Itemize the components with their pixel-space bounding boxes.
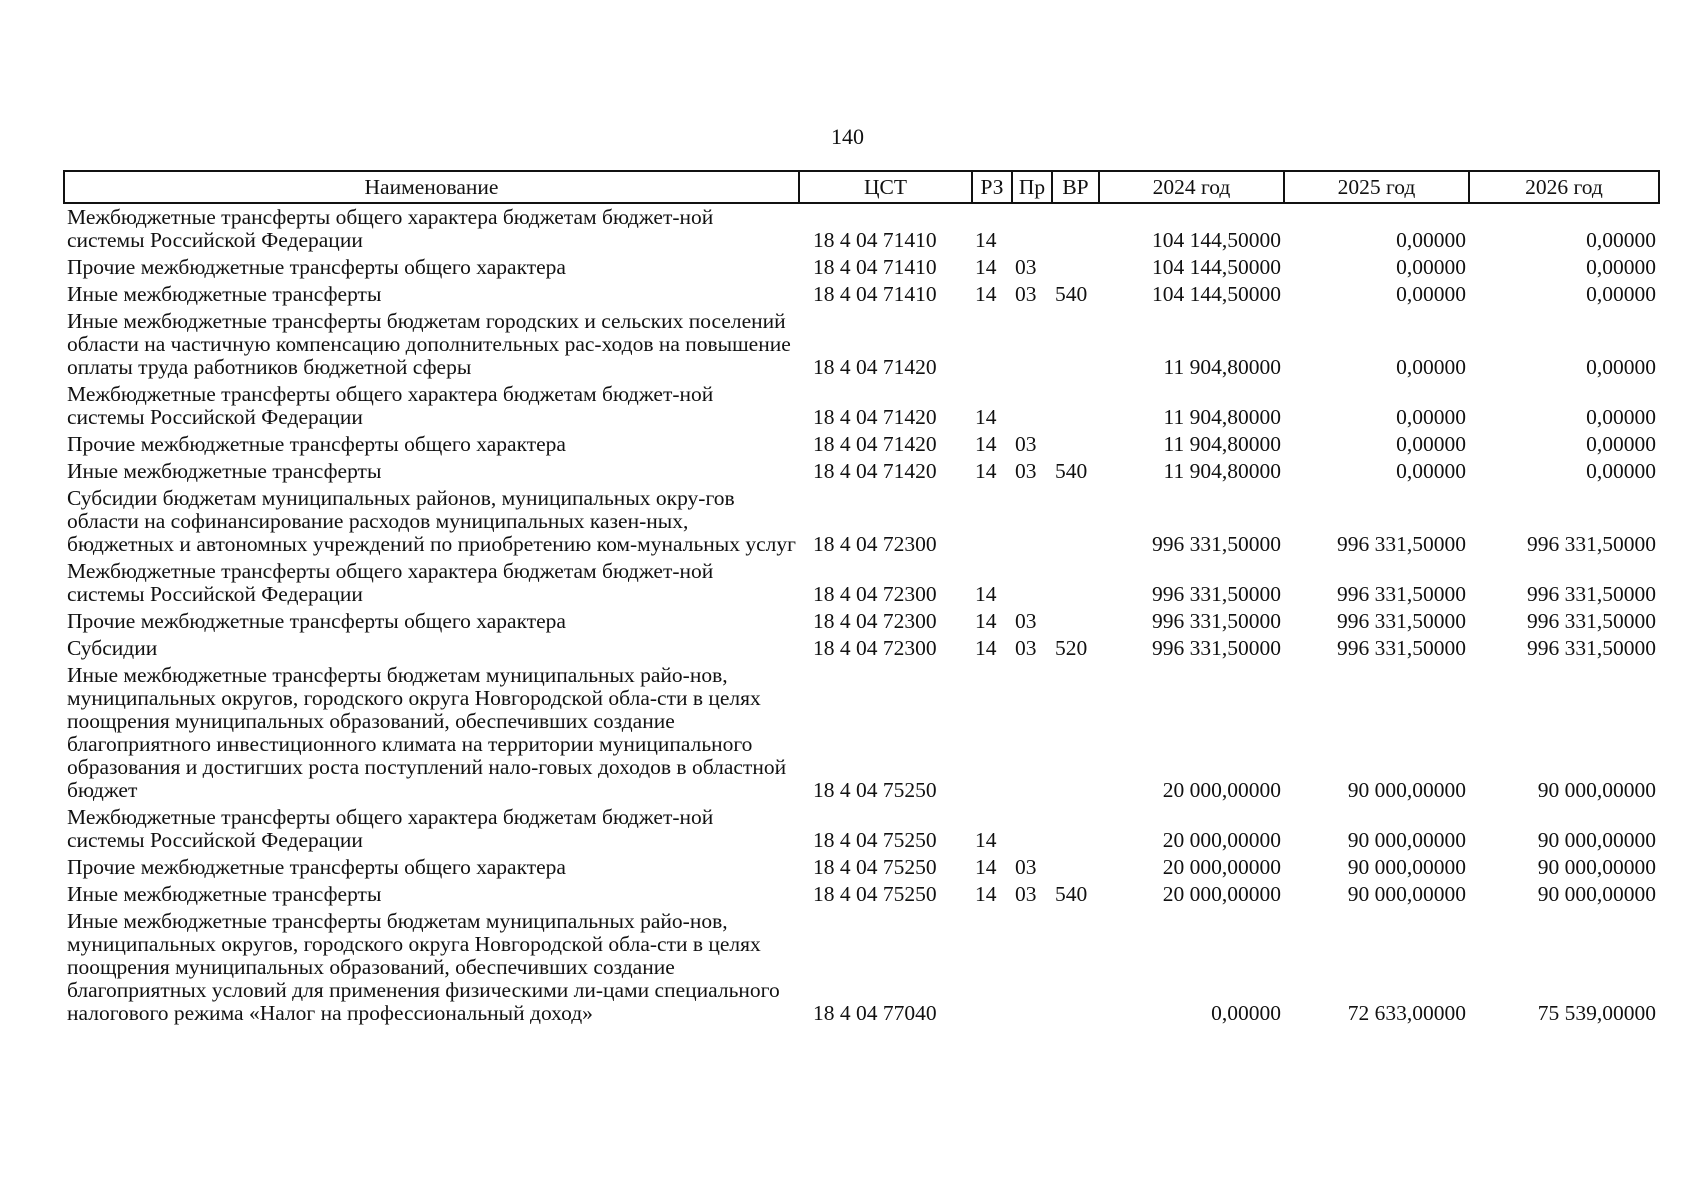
header-2026: 2026 год [1469, 171, 1659, 203]
row-name: Межбюджетные трансферты общего характера бюджетам бюджет-ной системы Российской Федерации [67, 559, 714, 606]
row-name: Прочие межбюджетные трансферты общего характера [67, 855, 566, 879]
row-amount-2026: 0,00000 [1586, 355, 1656, 379]
table-row [64, 881, 1659, 908]
row-name: Иные межбюджетные трансферты [67, 459, 382, 483]
header-name: Наименование [64, 171, 799, 203]
row-amount-2025: 90 000,00000 [1347, 828, 1466, 852]
row-cst-code: 18 4 04 72300 [813, 636, 937, 660]
page-number: 140 [831, 124, 864, 149]
row-rz: 14 [975, 828, 997, 852]
table-body [64, 203, 1659, 1027]
row-rz: 14 [975, 405, 997, 429]
table-row [64, 431, 1659, 458]
row-amount-2024: 20 000,00000 [1162, 828, 1281, 852]
row-rz [972, 485, 1012, 558]
row-amount-2026: 90 000,00000 [1537, 855, 1656, 879]
row-amount-2024: 104 144,50000 [1152, 228, 1281, 252]
row-rz [972, 308, 1012, 381]
row-amount-2025: 996 331,50000 [1337, 636, 1466, 660]
row-vr [1052, 431, 1099, 458]
row-amount-2024: 11 904,80000 [1163, 432, 1281, 456]
row-vr: 540 [1055, 882, 1088, 906]
row-amount-2026: 0,00000 [1586, 432, 1656, 456]
header-pr: Пр [1012, 171, 1052, 203]
row-rz: 14 [975, 636, 997, 660]
table-row [64, 558, 1659, 608]
header-rz: РЗ [972, 171, 1012, 203]
row-pr [1012, 485, 1052, 558]
row-amount-2024: 996 331,50000 [1152, 582, 1281, 606]
row-name: Межбюджетные трансферты общего характера бюджетам бюджет-ной системы Российской Федерации [67, 205, 714, 252]
row-amount-2025: 996 331,50000 [1337, 532, 1466, 556]
table-row [64, 281, 1659, 308]
row-amount-2025: 90 000,00000 [1347, 778, 1466, 802]
row-rz [972, 908, 1012, 1027]
row-cst-code: 18 4 04 75250 [813, 778, 937, 802]
row-amount-2026: 75 539,00000 [1537, 1001, 1656, 1025]
row-name: Иные межбюджетные трансферты бюджетам муниципальных райо-нов, муниципальных округов, городского округа Новгородской обла-сти в целях поощрения муниципальных образований, обеспечивших создание благоприятного инвестиционного климата на территории муниципального образования и достигших роста поступлений нало-говых доходов в областной бюджет [67, 663, 787, 802]
row-cst-code: 18 4 04 71420 [813, 355, 937, 379]
row-amount-2026: 90 000,00000 [1537, 778, 1656, 802]
row-amount-2025: 0,00000 [1396, 255, 1466, 279]
row-amount-2026: 996 331,50000 [1527, 582, 1656, 606]
row-cst-code: 18 4 04 77040 [813, 1001, 937, 1025]
header-2025: 2025 год [1284, 171, 1469, 203]
row-name: Иные межбюджетные трансферты [67, 882, 382, 906]
row-vr [1052, 804, 1099, 854]
row-pr: 03 [1015, 255, 1037, 279]
row-amount-2025: 0,00000 [1396, 282, 1466, 306]
row-cst-code: 18 4 04 75250 [813, 828, 937, 852]
row-pr: 03 [1015, 855, 1037, 879]
row-amount-2026: 0,00000 [1586, 228, 1656, 252]
row-pr: 03 [1015, 459, 1037, 483]
row-amount-2025: 0,00000 [1396, 228, 1466, 252]
row-amount-2024: 20 000,00000 [1162, 855, 1281, 879]
row-pr: 03 [1015, 609, 1037, 633]
row-cst-code: 18 4 04 71410 [813, 228, 937, 252]
row-name: Межбюджетные трансферты общего характера бюджетам бюджет-ной системы Российской Федерации [67, 382, 714, 429]
row-name: Прочие межбюджетные трансферты общего характера [67, 255, 566, 279]
row-cst-code: 18 4 04 75250 [813, 855, 937, 879]
row-pr [1012, 558, 1052, 608]
row-name: Иные межбюджетные трансферты бюджетам городских и сельских поселений области на частичную компенсацию дополнительных рас-ходов на повышение оплаты труда работников бюджетной сферы [67, 309, 791, 379]
row-cst-code: 18 4 04 71420 [813, 405, 937, 429]
row-cst-code: 18 4 04 71410 [813, 282, 937, 306]
row-vr [1052, 854, 1099, 881]
row-amount-2025: 90 000,00000 [1347, 882, 1466, 906]
row-pr: 03 [1015, 432, 1037, 456]
row-amount-2024: 0,00000 [1211, 1001, 1281, 1025]
header-2024: 2024 год [1099, 171, 1284, 203]
row-name: Прочие межбюджетные трансферты общего характера [67, 432, 566, 456]
row-rz: 14 [975, 855, 997, 879]
table-row [64, 381, 1659, 431]
row-amount-2026: 0,00000 [1586, 405, 1656, 429]
row-cst-code: 18 4 04 72300 [813, 582, 937, 606]
row-rz: 14 [975, 255, 997, 279]
row-pr [1012, 203, 1052, 254]
row-name: Субсидии бюджетам муниципальных районов, муниципальных окру-гов области на софинансирование расходов муниципальных казен-ных, бюджетных и автономных учреждений по приобретению ком-мунальных услуг [67, 486, 796, 556]
row-pr [1012, 662, 1052, 804]
row-rz: 14 [975, 459, 997, 483]
table-row [64, 254, 1659, 281]
row-rz: 14 [975, 609, 997, 633]
header-vr: ВР [1052, 171, 1099, 203]
row-amount-2025: 90 000,00000 [1347, 855, 1466, 879]
row-pr [1012, 804, 1052, 854]
table-header [64, 171, 1659, 203]
table-row [64, 804, 1659, 854]
row-amount-2026: 996 331,50000 [1527, 609, 1656, 633]
row-pr: 03 [1015, 282, 1037, 306]
row-amount-2024: 104 144,50000 [1152, 282, 1281, 306]
row-cst-code: 18 4 04 71420 [813, 459, 937, 483]
table-row [64, 635, 1659, 662]
row-name: Межбюджетные трансферты общего характера бюджетам бюджет-ной системы Российской Федерации [67, 805, 714, 852]
table-row [64, 458, 1659, 485]
row-name: Субсидии [67, 636, 158, 660]
row-vr: 520 [1055, 636, 1088, 660]
row-amount-2025: 0,00000 [1396, 459, 1466, 483]
row-vr [1052, 908, 1099, 1027]
row-vr [1052, 485, 1099, 558]
row-amount-2024: 104 144,50000 [1152, 255, 1281, 279]
row-amount-2026: 996 331,50000 [1527, 532, 1656, 556]
row-rz [972, 662, 1012, 804]
row-amount-2026: 90 000,00000 [1537, 828, 1656, 852]
row-vr: 540 [1055, 459, 1088, 483]
row-vr [1052, 662, 1099, 804]
table-row [64, 608, 1659, 635]
row-rz: 14 [975, 432, 997, 456]
row-amount-2024: 20 000,00000 [1162, 778, 1281, 802]
row-cst-code: 18 4 04 71410 [813, 255, 937, 279]
row-amount-2024: 11 904,80000 [1163, 355, 1281, 379]
row-cst-code: 18 4 04 75250 [813, 882, 937, 906]
row-amount-2025: 0,00000 [1396, 432, 1466, 456]
budget-table [63, 170, 1660, 1027]
row-name: Прочие межбюджетные трансферты общего характера [67, 609, 566, 633]
row-pr: 03 [1015, 882, 1037, 906]
row-amount-2025: 0,00000 [1396, 405, 1466, 429]
row-vr: 540 [1055, 282, 1088, 306]
table-row [64, 662, 1659, 804]
header-cst: ЦСТ [799, 171, 972, 203]
table-row [64, 203, 1659, 254]
row-amount-2024: 996 331,50000 [1152, 532, 1281, 556]
table-row [64, 908, 1659, 1027]
row-amount-2026: 0,00000 [1586, 255, 1656, 279]
row-vr [1052, 381, 1099, 431]
row-amount-2024: 11 904,80000 [1163, 405, 1281, 429]
row-amount-2026: 90 000,00000 [1537, 882, 1656, 906]
table-row [64, 854, 1659, 881]
row-amount-2026: 996 331,50000 [1527, 636, 1656, 660]
row-vr [1052, 608, 1099, 635]
row-rz: 14 [975, 582, 997, 606]
row-vr [1052, 203, 1099, 254]
row-cst-code: 18 4 04 72300 [813, 609, 937, 633]
row-rz: 14 [975, 228, 997, 252]
row-pr: 03 [1015, 636, 1037, 660]
row-amount-2024: 996 331,50000 [1152, 636, 1281, 660]
row-vr [1052, 558, 1099, 608]
row-amount-2026: 0,00000 [1586, 282, 1656, 306]
row-name: Иные межбюджетные трансферты [67, 282, 382, 306]
row-pr [1012, 308, 1052, 381]
row-rz: 14 [975, 882, 997, 906]
row-vr [1052, 308, 1099, 381]
row-cst-code: 18 4 04 71420 [813, 432, 937, 456]
row-amount-2025: 72 633,00000 [1347, 1001, 1466, 1025]
row-name: Иные межбюджетные трансферты бюджетам муниципальных райо-нов, муниципальных округов, городского округа Новгородской обла-сти в целях поощрения муниципальных образований, обеспечивших создание благоприятных условий для применения физическими ли-цами специального налогового режима «Налог на профессиональный доход» [67, 909, 780, 1025]
row-amount-2024: 11 904,80000 [1163, 459, 1281, 483]
row-cst-code: 18 4 04 72300 [813, 532, 937, 556]
row-vr [1052, 254, 1099, 281]
row-pr [1012, 908, 1052, 1027]
row-amount-2024: 20 000,00000 [1162, 882, 1281, 906]
table-row [64, 485, 1659, 558]
row-amount-2024: 996 331,50000 [1152, 609, 1281, 633]
row-pr [1012, 381, 1052, 431]
row-amount-2026: 0,00000 [1586, 459, 1656, 483]
row-rz: 14 [975, 282, 997, 306]
row-amount-2025: 0,00000 [1396, 355, 1466, 379]
table-row [64, 308, 1659, 381]
row-amount-2025: 996 331,50000 [1337, 609, 1466, 633]
row-amount-2025: 996 331,50000 [1337, 582, 1466, 606]
